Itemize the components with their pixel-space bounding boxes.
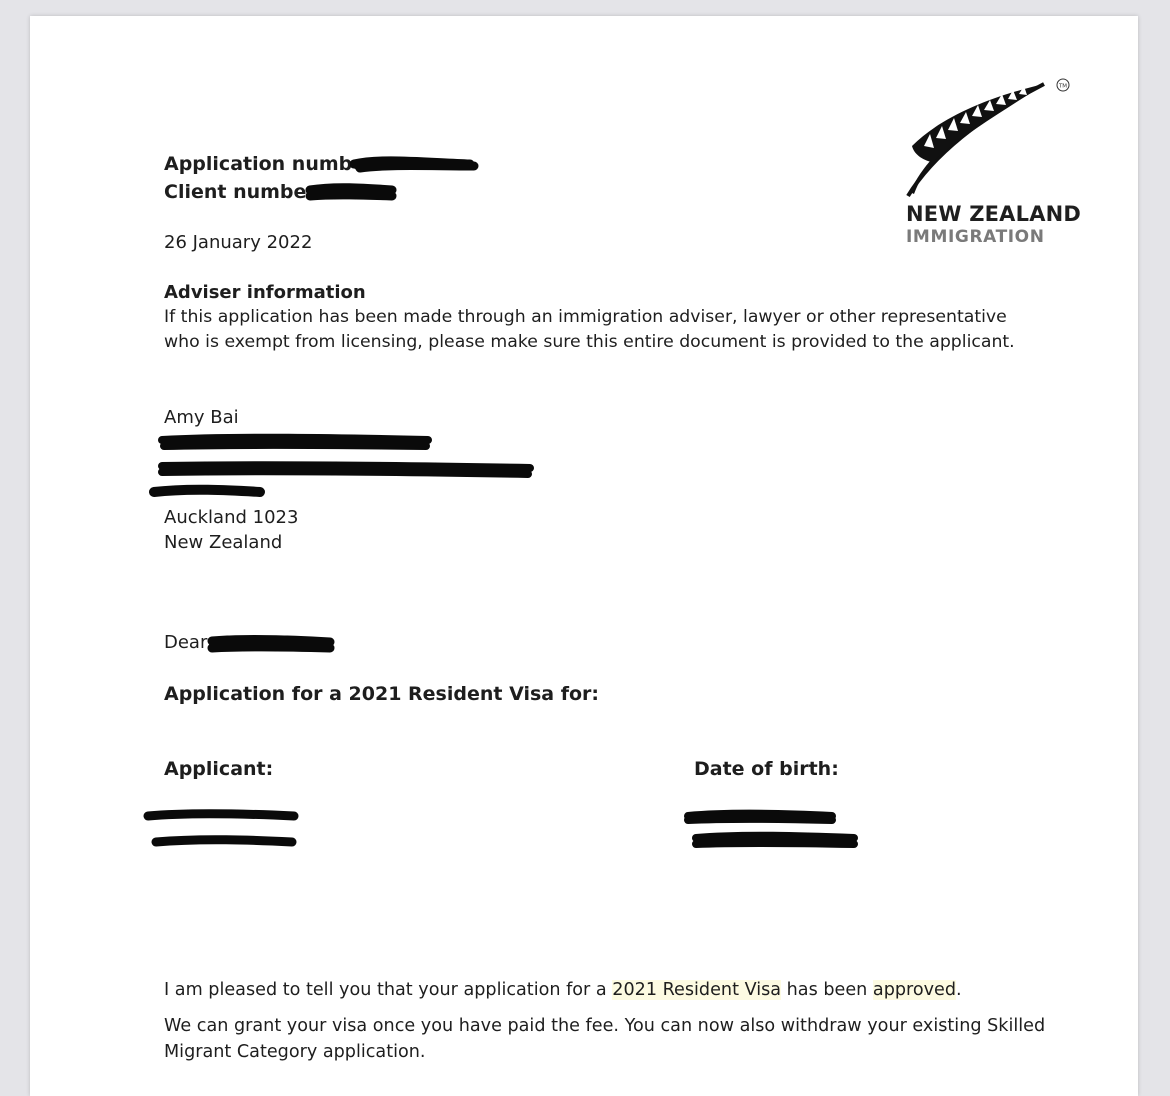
trademark-icon: [1056, 78, 1070, 92]
applicant-label: Applicant:: [164, 758, 274, 780]
approval-status-highlight: approved: [872, 980, 957, 1000]
approval-text-mid: has been: [781, 980, 873, 1000]
client-number-label: Client number:: [164, 181, 324, 203]
redacted-date-of-birth: [682, 806, 862, 856]
letter-page: [30, 16, 1138, 1096]
visa-type-highlight: 2021 Resident Visa: [612, 980, 782, 1000]
address-country: New Zealand: [164, 532, 283, 553]
approval-text-start: I am pleased to tell you that your application for a: [164, 980, 613, 1000]
application-number-label: Application number:: [164, 153, 383, 175]
letter-date: 26 January 2022: [164, 232, 313, 253]
logo-name: NEW ZEALAND: [906, 202, 1082, 226]
adviser-heading: Adviser information: [164, 282, 366, 303]
nz-immigration-logo: [902, 76, 1082, 252]
redacted-address-line-3: [148, 482, 268, 504]
redacted-address-line-2: [156, 458, 538, 480]
fee-paragraph-line-1: We can grant your visa once you have paid the fee. You can now also withdraw your existing Skilled: [164, 1016, 1046, 1036]
approval-text-end: .: [956, 980, 962, 1000]
redacted-application-number: [350, 152, 480, 178]
redacted-recipient: [206, 632, 338, 656]
subject-line: Application for a 2021 Resident Visa for:: [164, 683, 600, 705]
salutation: Dear: [164, 632, 208, 653]
redacted-applicant-name: [142, 806, 302, 854]
logo-subtitle: IMMIGRATION: [906, 227, 1045, 247]
trademark-text: TM: [1058, 83, 1068, 90]
silver-fern-icon: [902, 76, 1052, 202]
fee-paragraph-line-2: Migrant Category application.: [164, 1042, 426, 1062]
recipient-name: Amy Bai: [164, 407, 239, 428]
adviser-line-1: If this application has been made through an immigration adviser, lawyer or other representative: [164, 307, 1007, 327]
redacted-client-number: [304, 180, 400, 206]
dob-label: Date of birth:: [694, 758, 839, 780]
address-city: Auckland 1023: [164, 507, 299, 528]
approval-paragraph: [164, 980, 962, 1000]
redacted-address-line-1: [156, 430, 436, 454]
adviser-line-2: who is exempt from licensing, please make sure this entire document is provided to the applicant.: [164, 332, 1015, 352]
